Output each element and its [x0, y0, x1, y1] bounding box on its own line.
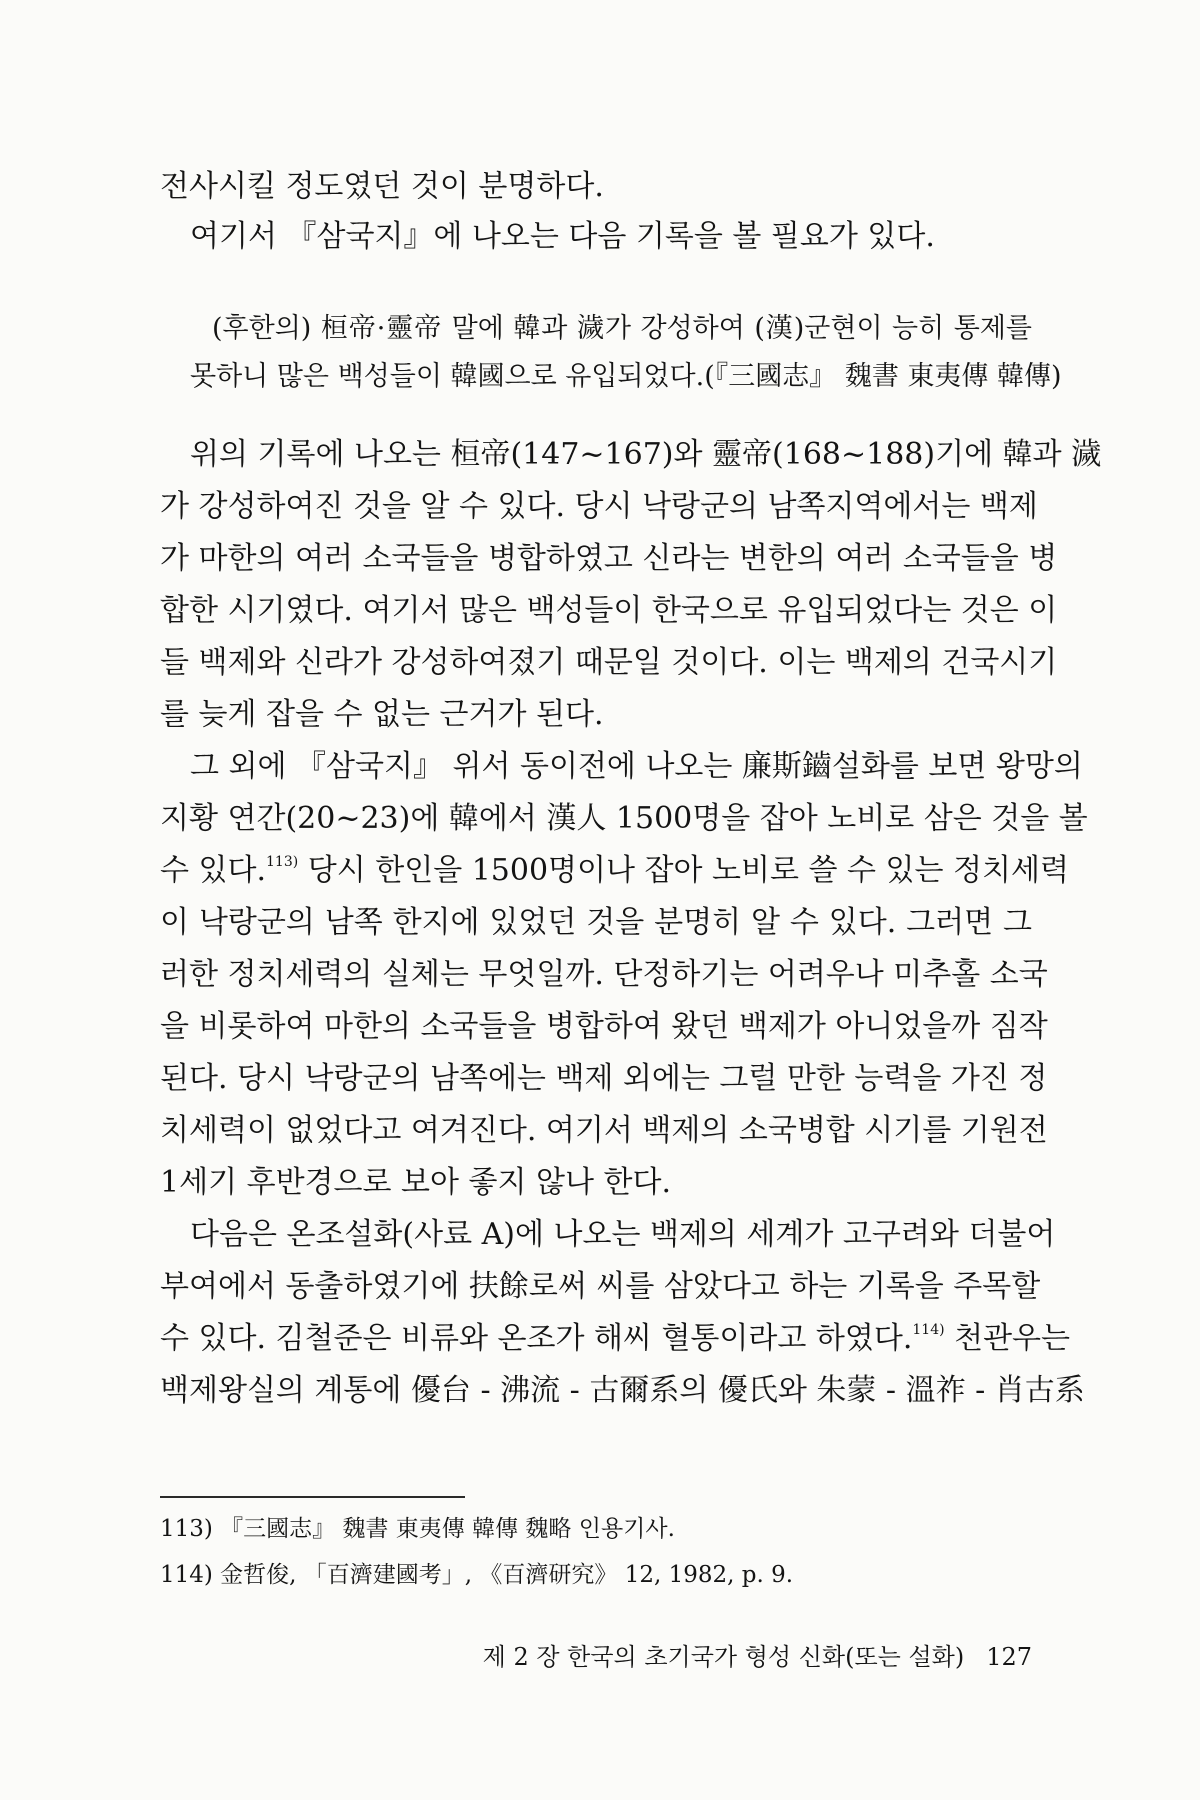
- paragraph-line: 가 마한의 여러 소국들을 병합하였고 신라는 변한의 여러 소국들을 병: [160, 541, 1058, 576]
- text-span: 수 있다.: [160, 853, 267, 888]
- footnote-marker: 114): [912, 1322, 945, 1338]
- footnote: 114) 金哲俊, 「百濟建國考」, 《百濟研究》 12, 1982, p. 9.: [160, 1562, 794, 1588]
- text-span: 당시 한인을 1500명이나 잡아 노비로 쓸 수 있는 정치세력: [298, 853, 1069, 888]
- body-line: 여기서 『삼국지』에 나오는 다음 기록을 볼 필요가 있다.: [190, 219, 935, 254]
- paragraph-line: 합한 시기였다. 여기서 많은 백성들이 한국으로 유입되었다는 것은 이: [160, 593, 1058, 628]
- text-span: 천관우는: [944, 1321, 1071, 1356]
- paragraph-line: 1세기 후반경으로 보아 좋지 않나 한다.: [160, 1165, 672, 1200]
- body-line: 전사시킬 정도였던 것이 분명하다.: [160, 169, 604, 204]
- paragraph-line: 위의 기록에 나오는 桓帝(147~167)와 靈帝(168~188)기에 韓과 濊: [190, 437, 1102, 472]
- paragraph-line: 백제왕실의 계통에 優台 - 沸流 - 古爾系의 優氏와 朱蒙 - 溫祚 - 肖古系: [160, 1373, 1085, 1408]
- paragraph-line: 가 강성하여진 것을 알 수 있다. 당시 낙랑군의 남쪽지역에서는 백제: [160, 489, 1038, 524]
- paragraph-line: [160, 852, 1069, 890]
- text-span: 수 있다. 김철준은 비류와 온조가 해씨 혈통이라고 하였다.: [160, 1321, 913, 1356]
- quote-line: (후한의) 桓帝·靈帝 말에 韓과 濊가 강성하여 (漢)군현이 능히 통제를: [212, 313, 1032, 344]
- paragraph-line: 된다. 당시 낙랑군의 남쪽에는 백제 외에는 그럴 만한 능력을 가진 정: [160, 1061, 1048, 1096]
- paragraph-line: 그 외에 『삼국지』 위서 동이전에 나오는 廉斯鑡설화를 보면 왕망의: [190, 749, 1083, 784]
- paragraph-line: 치세력이 없었다고 여겨진다. 여기서 백제의 소국병합 시기를 기원전: [160, 1113, 1048, 1148]
- running-footer: [483, 1642, 1032, 1672]
- footnote-divider: [160, 1496, 465, 1498]
- footnote: 113) 『三國志』 魏書 東夷傳 韓傳 魏略 인용기사.: [160, 1516, 675, 1542]
- footnote-marker: 113): [266, 854, 299, 870]
- quote-line: 못하니 많은 백성들이 韓國으로 유입되었다.(『三國志』 魏書 東夷傳 韓傳): [190, 361, 1062, 392]
- page-number: 127: [986, 1643, 1032, 1671]
- paragraph-line: 지황 연간(20~23)에 韓에서 漢人 1500명을 잡아 노비로 삼은 것을 볼: [160, 801, 1088, 836]
- paragraph-line: 들 백제와 신라가 강성하여졌기 때문일 것이다. 이는 백제의 건국시기: [160, 645, 1058, 680]
- paragraph-line: 을 비롯하여 마한의 소국들을 병합하여 왔던 백제가 아니었을까 짐작: [160, 1009, 1048, 1044]
- paragraph-line: 를 늦게 잡을 수 없는 근거가 된다.: [160, 697, 604, 732]
- paragraph-line: 러한 정치세력의 실체는 무엇일까. 단정하기는 어려우나 미추홀 소국: [160, 957, 1048, 992]
- paragraph-line: 부여에서 동출하였기에 扶餘로써 씨를 삼았다고 하는 기록을 주목할: [160, 1269, 1041, 1304]
- paragraph-line: 이 낙랑군의 남쪽 한지에 있었던 것을 분명히 알 수 있다. 그러면 그: [160, 905, 1032, 940]
- paragraph-line: [160, 1320, 1071, 1358]
- chapter-title: 제 2 장 한국의 초기국가 형성 신화(또는 설화): [482, 1643, 965, 1671]
- paragraph-line: 다음은 온조설화(사료 A)에 나오는 백제의 세계가 고구려와 더불어: [190, 1217, 1056, 1252]
